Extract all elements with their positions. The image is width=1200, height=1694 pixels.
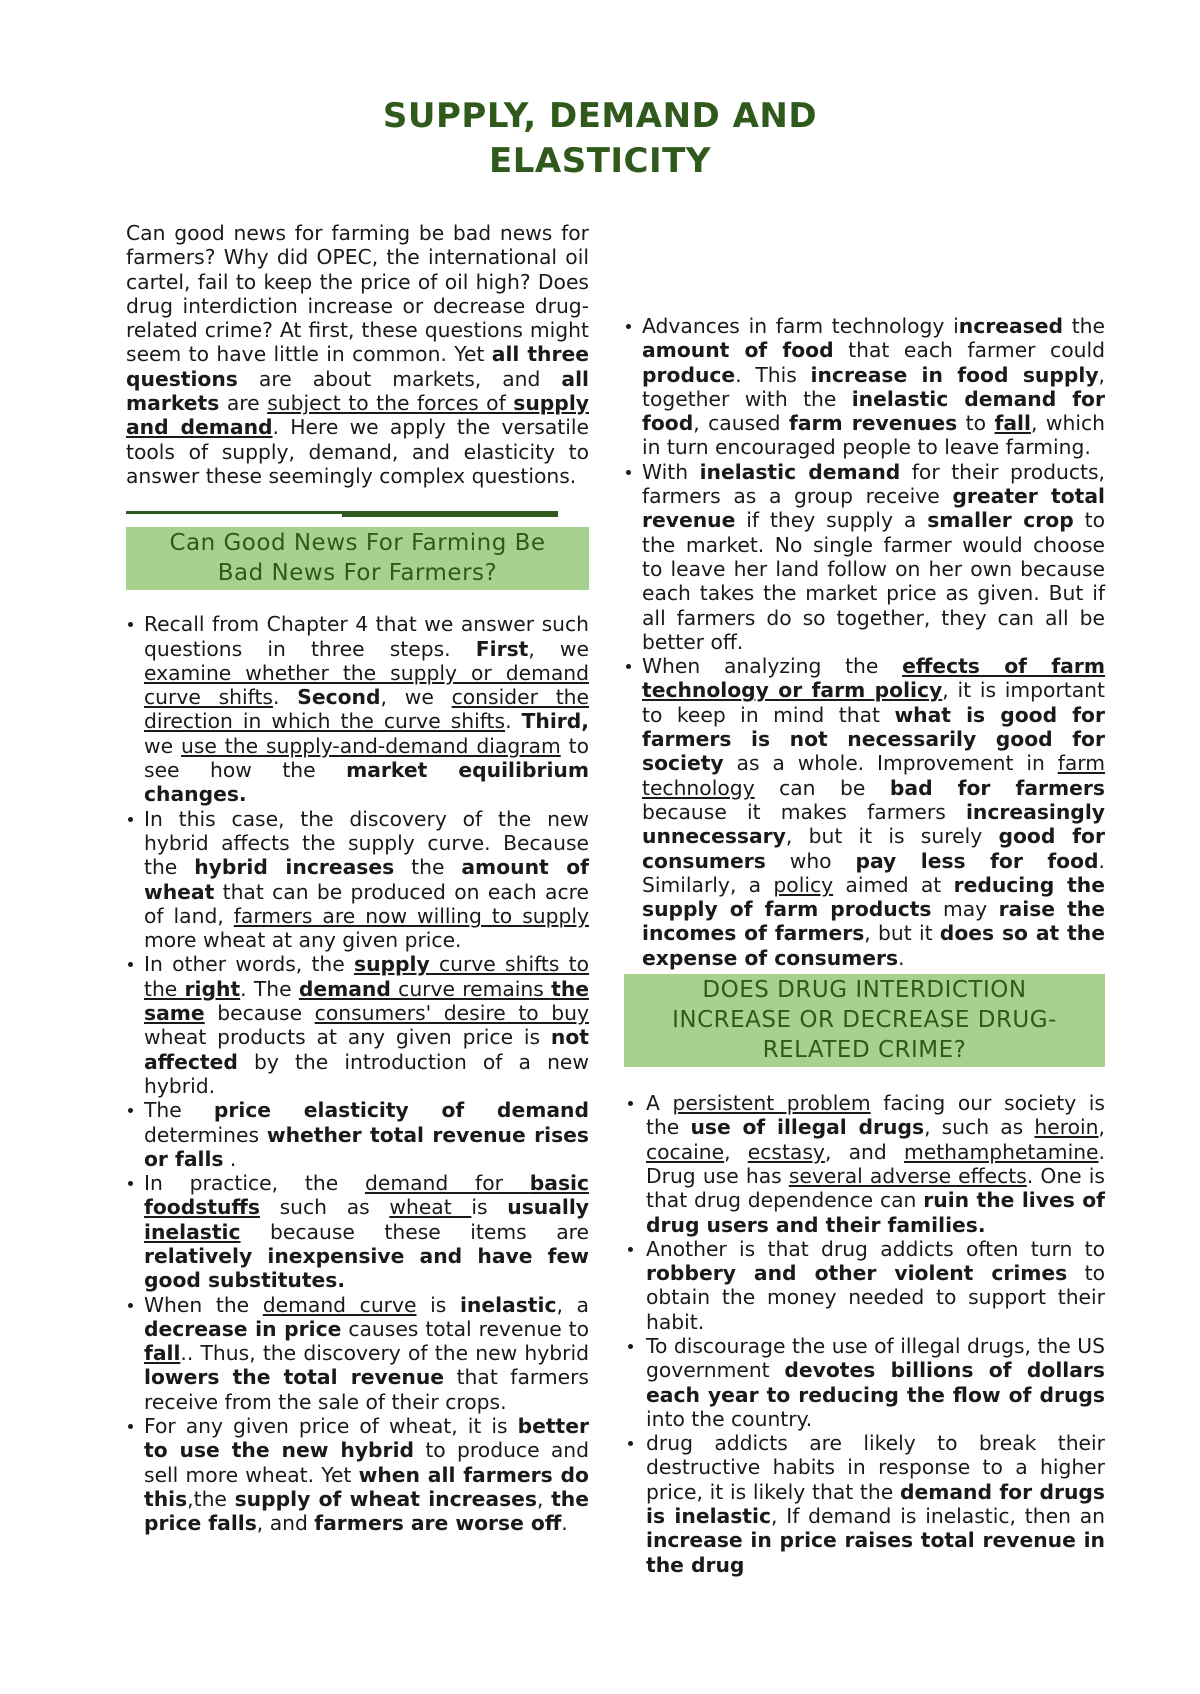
list-item: In other words, the supply curve shifts to the right. The demand curve remains the same because consumers' desire to buy wheat products at any given price is not affected by the introduction of a new hybrid. (126, 952, 589, 1098)
title-line-1: SUPPLY, DEMAND AND (382, 96, 818, 136)
list-item: When the demand curve is inelastic, a decrease in price causes total revenue to fall.. Thus, the discovery of the new hybrid lowers the total revenue that farmers receive from the sale of their crops. (126, 1293, 589, 1414)
list-item: Advances in farm technology increased the amount of food that each farmer could produce. This increase in food supply, together with the inelastic demand for food, caused farm revenues to fall, which in turn encouraged people to leave farming. (624, 314, 1105, 460)
list-item: drug addicts are likely to break their destructive habits in response to a higher price, it is likely that the demand for drugs is inelastic, If demand is inelastic, then an increase in price raises total revenue in the drug (638, 1431, 1105, 1577)
document-title (0, 94, 1200, 184)
list-item: With inelastic demand for their products, farmers as a group receive greater total revenue if they supply a smaller crop to the market. No single farmer would choose to leave her land follow on her own because each takes the market price as given. But if all farmers do so together, they can all be better off. (624, 460, 1105, 654)
list-item: Recall from Chapter 4 that we answer such questions in three steps. First, we examine whether the supply or demand curve shifts. Second, we consider the direction in which the curve shifts. Third, we use the supply-and-demand diagram to see how the market equilibrium changes. (126, 612, 589, 806)
section-heading-drug-interdiction: DOES DRUG INTERDICTION INCREASE OR DECREASE DRUG- RELATED CRIME? (624, 974, 1105, 1067)
drug-bullet-list (624, 1091, 1105, 1577)
list-item: A persistent problem facing our society is the use of illegal drugs, such as heroin, cocaine, ecstasy, and methamphetamine. Drug use has several adverse effects. One is that drug dependence can ruin the lives of drug users and their families. (638, 1091, 1105, 1237)
section-divider (126, 511, 558, 517)
right-column (624, 314, 1105, 1577)
left-column (126, 221, 589, 1536)
list-item: In this case, the discovery of the new hybrid affects the supply curve. Because the hybrid increases the amount of wheat that can be produced on each acre of land, farmers are now willing to supply more wheat at any given price. (126, 807, 589, 953)
list-item: When analyzing the effects of farm technology or farm policy, it is important to keep in mind that what is good for farmers is not necessarily good for society as a whole. Improvement in farm technology can be bad for farmers because it makes farmers increasingly unnecessary, but it is surely good for consumers who pay less for food. Similarly, a policy aimed at reducing the supply of farm products may raise the incomes of farmers, but it does so at the expense of consumers. (624, 654, 1105, 970)
list-item: In practice, the demand for basic foodstuffs such as wheat is usually inelastic because these items are relatively inexpensive and have few good substitutes. (126, 1171, 589, 1292)
title-line-2: ELASTICITY (489, 141, 711, 181)
farm-technology-bullet-list (624, 314, 1105, 970)
list-item: To discourage the use of illegal drugs, the US government devotes billions of dollars each year to reducing the flow of drugs into the country. (638, 1334, 1105, 1431)
farming-bullet-list (126, 612, 589, 1535)
section-heading-farming: Can Good News For Farming Be Bad News For Farmers? (126, 527, 589, 590)
list-item: Another is that drug addicts often turn to robbery and other violent crimes to obtain the money needed to support their habit. (638, 1237, 1105, 1334)
intro-paragraph: Can good news for farming be bad news for farmers? Why did OPEC, the international oil cartel, fail to keep the price of oil high? Does drug interdiction increase or decrease drug-related crime? At first, these questions might seem to have little in common. Yet all three questions are about markets, and all markets are subject to the forces of supply and demand. Here we apply the versatile tools of supply, demand, and elasticity to answer these seemingly complex questions. (126, 221, 589, 488)
list-item: For any given price of wheat, it is better to use the new hybrid to produce and sell more wheat. Yet when all farmers do this,the supply of wheat increases, the price falls, and farmers are worse off. (126, 1414, 589, 1535)
list-item: The price elasticity of demand determines whether total revenue rises or falls . (126, 1098, 589, 1171)
